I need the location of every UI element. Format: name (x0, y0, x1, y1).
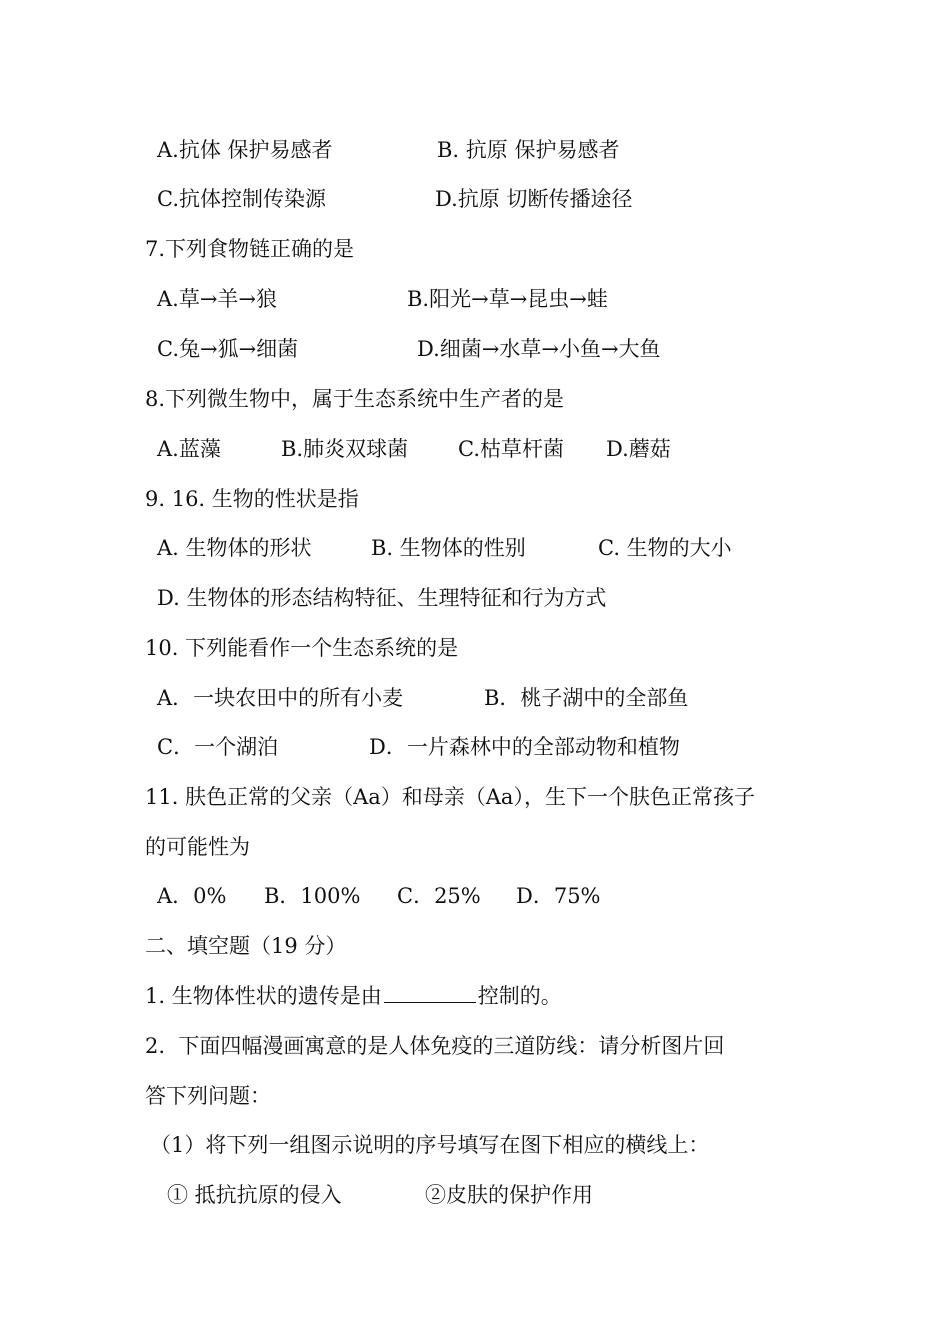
q10-option-b: B．桃子湖中的全部鱼 (484, 686, 689, 710)
q9-option-c: C. 生物的大小 (598, 536, 732, 560)
q6-option-a: A.抗体 保护易感者 (157, 138, 333, 162)
q8-option-a: A.蓝藻 (157, 437, 221, 461)
q9-option-a: A. 生物体的形状 (157, 536, 312, 560)
q8-option-c: C.枯草杆菌 (458, 437, 564, 461)
q7-option-d: D.细菌→水草→小鱼→大鱼 (417, 337, 661, 361)
q9-option-b: B. 生物体的性别 (371, 536, 526, 560)
fill-1-text-before: 1. 生物体性状的遗传是由 (145, 984, 382, 1008)
q11-option-a: A．0% (157, 884, 227, 908)
q11-option-b: B．100% (264, 884, 361, 908)
q11-option-d: D．75% (516, 884, 601, 908)
q7-option-a: A.草→羊→狼 (157, 287, 278, 311)
fill-question-2-item1: ① 抵抗抗原的侵入 (167, 1183, 342, 1207)
q8-option-b: B.肺炎双球菌 (281, 437, 409, 461)
section2-heading: 二、填空题（19 分） (145, 934, 347, 958)
fill-1-text-after: 控制的。 (477, 984, 562, 1008)
q11-option-c: C．25% (397, 884, 481, 908)
q7-option-c: C.兔→狐→细菌 (157, 337, 299, 361)
fill-question-2-sub1: （1）将下列一组图示说明的序号填写在图下相应的横线上： (150, 1133, 710, 1157)
q11-stem-line1: 11. 肤色正常的父亲（Aa）和母亲（Aa），生下一个肤色正常孩子 (145, 785, 755, 809)
q9-stem: 9. 16. 生物的性状是指 (145, 487, 359, 511)
q6-option-c: C.抗体控制传染源 (157, 187, 326, 211)
fill-question-2-item2: ②皮肤的保护作用 (425, 1183, 593, 1207)
fill-1-blank (384, 982, 476, 1003)
q11-stem-line2: 的可能性为 (145, 835, 250, 859)
q7-option-b: B.阳光→草→昆虫→蛙 (407, 287, 608, 311)
fill-question-2-line1: 2. 下面四幅漫画寓意的是人体免疫的三道防线：请分析图片回 (145, 1034, 725, 1058)
q10-stem: 10. 下列能看作一个生态系统的是 (145, 636, 459, 660)
q8-stem: 8.下列微生物中，属于生态系统中生产者的是 (145, 387, 565, 411)
q7-stem: 7.下列食物链正确的是 (145, 237, 355, 261)
q10-option-c: C．一个湖泊 (157, 735, 279, 759)
q10-option-d: D．一片森林中的全部动物和植物 (369, 735, 680, 759)
q10-option-a: A．一块农田中的所有小麦 (157, 686, 404, 710)
fill-question-1 (145, 981, 562, 1011)
q9-option-d: D. 生物体的形态结构特征、生理特征和行为方式 (157, 586, 607, 610)
q6-option-b: B. 抗原 保护易感者 (437, 138, 620, 162)
q6-option-d: D.抗原 切断传播途径 (435, 187, 633, 211)
q8-option-d: D.蘑菇 (606, 437, 671, 461)
fill-question-2-line2: 答下列问题： (145, 1084, 271, 1108)
